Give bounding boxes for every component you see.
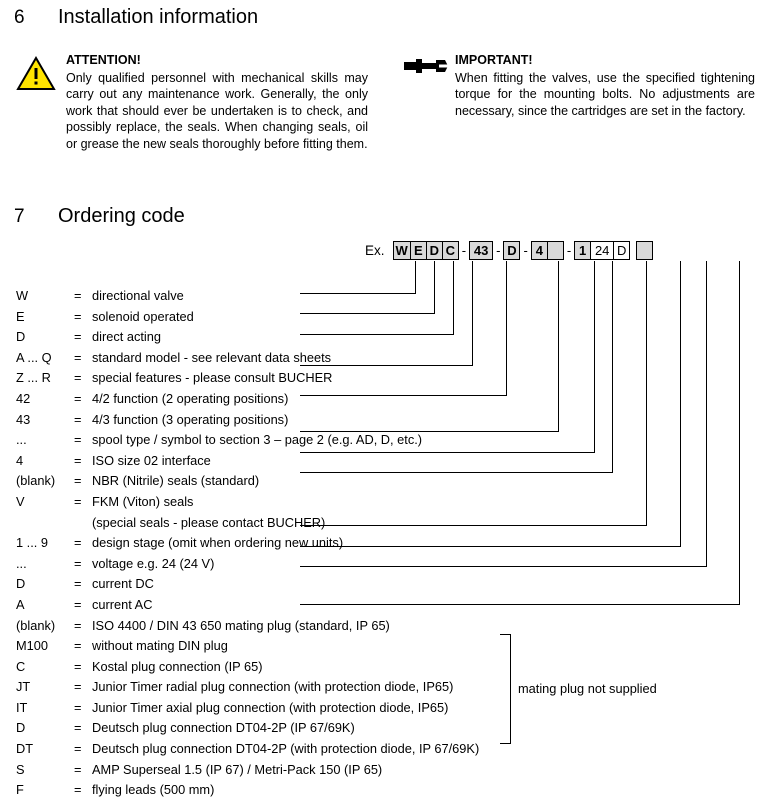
legend-desc: Kostal plug connection (IP 65) (92, 658, 263, 674)
legend-key: IT (16, 699, 28, 715)
legend-row (16, 718, 716, 739)
legend-desc: spool type / symbol to section 3 – page 2 (e.g. AD, D, etc.) (92, 432, 423, 448)
legend-key: D (16, 576, 26, 592)
legend-desc: Junior Timer radial plug connection (with protection diode, IP65) (92, 679, 454, 695)
legend-key: E (16, 308, 25, 324)
attention-body: Only qualified personnel with mechanical skills may carry out any maintenance work. Generally, the only work that should ever be undertaken is to check, and possibly replace, the seals. When changing seals, oil or grease the new seals thoroughly before fitting them. (66, 70, 368, 151)
legend-equals: = (74, 535, 82, 551)
legend-equals: = (74, 617, 82, 633)
legend-equals: = (74, 370, 82, 386)
legend-desc: voltage e.g. 24 (24 V) (92, 555, 215, 571)
warning-triangle-icon (16, 56, 56, 91)
legend-desc: (special seals - please contact BUCHER) (92, 514, 326, 530)
legend-desc: ISO size 02 interface (92, 452, 211, 468)
legend-row (16, 554, 716, 575)
legend-key: S (16, 761, 25, 777)
legend-row-continuation (16, 513, 716, 534)
legend-equals: = (74, 329, 82, 345)
legend-row (16, 451, 716, 472)
legend-equals: = (74, 782, 82, 798)
legend-row (16, 389, 716, 410)
legend-key: C (16, 658, 26, 674)
legend-desc: FKM (Viton) seals (92, 493, 194, 509)
important-title: IMPORTANT! (455, 53, 533, 67)
legend-row (16, 780, 716, 801)
section-number: 7 (14, 206, 25, 227)
legend-equals: = (74, 658, 82, 674)
legend-key: 4 (16, 452, 24, 468)
code-box-design-stage: 1 (574, 241, 591, 260)
legend-desc: AMP Superseal 1.5 (IP 67) / Metri-Pack 150 (IP 65) (92, 761, 383, 777)
legend-desc: design stage (omit when ordering new units) (92, 535, 344, 551)
legend-row (16, 286, 716, 307)
code-box-size: 4 (531, 241, 548, 260)
legend-desc: 4/3 function (3 operating positions) (92, 411, 289, 427)
section-title: Ordering code (58, 205, 185, 227)
legend-row (16, 410, 716, 431)
section-heading-installation (14, 6, 258, 29)
legend-desc: Junior Timer axial plug connection (with protection diode, IP65) (92, 699, 449, 715)
section-heading-ordering (14, 205, 185, 228)
code-separator: - (461, 243, 467, 258)
code-box-w: W (393, 241, 411, 260)
legend-equals: = (74, 308, 82, 324)
legend-key: F (16, 782, 24, 798)
legend-equals: = (74, 576, 82, 592)
legend-desc: flying leads (500 mm) (92, 782, 215, 798)
legend-row (16, 574, 716, 595)
legend-key: Z ... R (16, 370, 51, 386)
legend-equals: = (74, 432, 82, 448)
legend-desc: without mating DIN plug (92, 638, 228, 654)
legend-equals: = (74, 741, 82, 757)
legend-key: 42 (16, 390, 31, 406)
code-box-c: C (442, 241, 459, 260)
legend-key: D (16, 329, 26, 345)
legend-equals: = (74, 679, 82, 695)
attention-title: ATTENTION! (66, 53, 141, 67)
legend-row (16, 636, 716, 657)
legend-row (16, 533, 716, 554)
legend-desc: special features - please consult BUCHER (92, 370, 333, 386)
legend-equals: = (74, 720, 82, 736)
legend-key: DT (16, 741, 34, 757)
code-separator: - (523, 243, 528, 258)
legend-equals: = (74, 493, 82, 509)
legend-key: A ... Q (16, 349, 52, 365)
code-box-43: 43 (469, 241, 493, 260)
legend-row (16, 492, 716, 513)
important-body: When fitting the valves, use the specified tightening torque for the mounting bolts. No adjustments are necessary, since the cartridges are set in the factory. (455, 70, 755, 118)
legend-desc: Deutsch plug connection DT04-2P (IP 67/69K) (92, 720, 355, 736)
legend-key: (blank) (16, 617, 56, 633)
legend-key: W (16, 288, 29, 303)
legend-desc: standard model - see relevant data sheets (92, 349, 332, 365)
legend-desc: solenoid operated (92, 308, 194, 324)
legend-equals: = (74, 390, 82, 406)
code-box-e: E (410, 241, 427, 260)
code-box-spool: D (503, 241, 520, 260)
ordering-code-example (365, 241, 653, 260)
attention-notice (66, 52, 368, 152)
legend-key: V (16, 493, 25, 509)
important-notice (455, 52, 755, 119)
code-separator: - (496, 243, 501, 258)
legend-equals: = (74, 411, 82, 427)
legend-equals: = (74, 761, 82, 777)
mating-plug-bracket-label: mating plug not supplied (518, 681, 657, 696)
legend-key: A (16, 596, 25, 612)
legend-desc: current AC (92, 596, 153, 612)
legend-desc: NBR (Nitrile) seals (standard) (92, 473, 260, 489)
legend-desc: directional valve (92, 288, 184, 303)
legend-desc: 4/2 function (2 operating positions) (92, 390, 289, 406)
code-box-d: D (426, 241, 443, 260)
legend-equals: = (74, 452, 82, 468)
code-box-seal-blank (547, 241, 564, 260)
legend-row (16, 327, 716, 348)
code-box-current: D (613, 241, 630, 260)
legend-key: (blank) (16, 473, 56, 489)
legend-row (16, 307, 716, 328)
code-box-plug-blank (636, 241, 653, 260)
legend-row (16, 595, 716, 616)
legend-row (16, 348, 716, 369)
legend-key: 1 ... 9 (16, 535, 49, 551)
legend-row (16, 657, 716, 678)
mating-plug-bracket (500, 634, 511, 744)
code-separator: - (566, 243, 572, 258)
legend-row (16, 739, 716, 760)
legend-key: ... (16, 432, 27, 448)
ordering-code-legend (16, 286, 716, 801)
legend-equals: = (74, 699, 82, 715)
legend-desc: Deutsch plug connection DT04-2P (with protection diode, IP 67/69K) (92, 741, 480, 757)
legend-row (16, 430, 716, 451)
legend-key: JT (16, 679, 31, 695)
legend-equals: = (74, 596, 82, 612)
legend-key: D (16, 720, 26, 736)
legend-row (16, 760, 716, 781)
legend-row (16, 368, 716, 389)
example-label: Ex. (365, 243, 385, 258)
legend-key: 43 (16, 411, 31, 427)
legend-key: ... (16, 555, 27, 571)
legend-key: M100 (16, 638, 49, 654)
legend-row (16, 616, 716, 637)
code-box-voltage: 24 (590, 241, 614, 260)
section-title: Installation information (58, 6, 259, 28)
legend-equals: = (74, 473, 82, 489)
legend-equals: = (74, 638, 82, 654)
section-number: 6 (14, 7, 25, 28)
legend-row (16, 698, 716, 719)
legend-equals: = (74, 288, 82, 303)
legend-desc: current DC (92, 576, 154, 592)
legend-equals: = (74, 555, 82, 571)
leader-line-plug (739, 261, 740, 604)
legend-equals: = (74, 349, 82, 365)
legend-row (16, 471, 716, 492)
legend-desc: ISO 4400 / DIN 43 650 mating plug (standard, IP 65) (92, 617, 390, 633)
legend-desc: direct acting (92, 329, 161, 345)
bolt-wrench-icon (404, 56, 448, 76)
